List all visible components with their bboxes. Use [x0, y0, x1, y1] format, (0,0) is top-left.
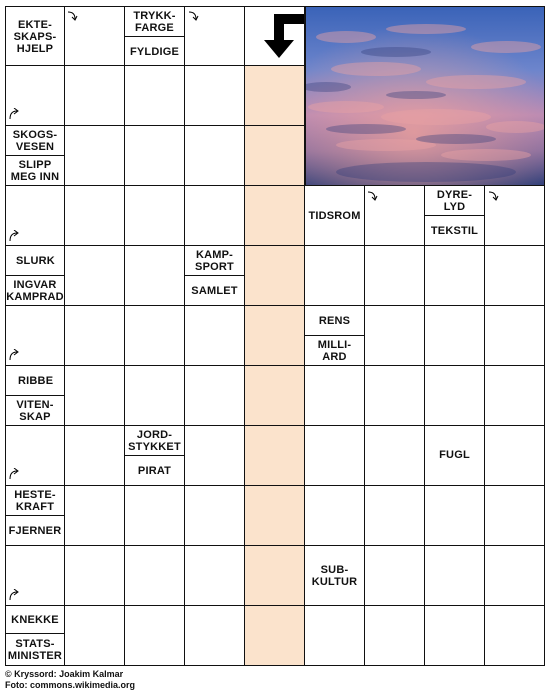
- curved-arrow-down-icon: [488, 190, 500, 202]
- curved-arrow-right-icon: [8, 349, 20, 361]
- clue-text: INGVAR KAMPRAD: [6, 279, 64, 303]
- clue-text: VITEN- SKAP: [16, 399, 54, 423]
- clue-cell: [5, 366, 65, 426]
- solution-cell[interactable]: [245, 306, 305, 366]
- clue-cell: [5, 126, 65, 186]
- answer-cell[interactable]: [185, 606, 245, 666]
- solution-cell[interactable]: [245, 366, 305, 426]
- answer-cell[interactable]: [305, 486, 365, 546]
- answer-cell[interactable]: [125, 606, 185, 666]
- curved-arrow-right-icon: [8, 468, 20, 480]
- answer-cell[interactable]: [185, 126, 245, 186]
- clue-text: TIDSROM: [308, 210, 361, 222]
- answer-cell[interactable]: [65, 306, 125, 366]
- curved-arrow-right-icon: [8, 589, 20, 601]
- clue-text: FUGL: [439, 449, 470, 461]
- clue-text: HESTE- KRAFT: [6, 486, 64, 516]
- answer-cell[interactable]: [365, 546, 425, 606]
- answer-cell[interactable]: [365, 366, 425, 426]
- photo-credit: Foto: commons.wikimedia.org: [5, 680, 136, 690]
- curved-arrow-right-icon: [8, 108, 20, 120]
- answer-cell[interactable]: [485, 366, 545, 426]
- clue-cell: [185, 246, 245, 306]
- solution-cell[interactable]: [245, 426, 305, 486]
- answer-cell[interactable]: [65, 186, 125, 246]
- answer-cell[interactable]: [65, 246, 125, 306]
- answer-cell[interactable]: [425, 306, 485, 366]
- clue-cell: [305, 186, 365, 246]
- answer-cell[interactable]: [65, 426, 125, 486]
- clue-text: MILLI- ARD: [317, 339, 352, 363]
- answer-cell[interactable]: [125, 186, 185, 246]
- clue-text: SLURK: [6, 246, 64, 276]
- answer-cell[interactable]: [425, 606, 485, 666]
- answer-cell[interactable]: [65, 486, 125, 546]
- clue-text: SAMLET: [191, 285, 238, 297]
- answer-cell[interactable]: [125, 546, 185, 606]
- answer-cell[interactable]: [185, 546, 245, 606]
- curved-arrow-down-icon: [67, 10, 79, 22]
- curved-arrow-down-icon: [367, 190, 379, 202]
- answer-cell[interactable]: [365, 246, 425, 306]
- answer-cell[interactable]: [365, 306, 425, 366]
- solution-cell[interactable]: [245, 246, 305, 306]
- answer-cell[interactable]: [125, 66, 185, 126]
- answer-cell[interactable]: [125, 486, 185, 546]
- answer-cell[interactable]: [185, 306, 245, 366]
- answer-cell[interactable]: [305, 606, 365, 666]
- answer-cell[interactable]: [425, 546, 485, 606]
- answer-cell[interactable]: [365, 486, 425, 546]
- clue-cell: [425, 426, 485, 486]
- solution-cell[interactable]: [245, 546, 305, 606]
- clue-text: PIRAT: [137, 465, 172, 477]
- curved-arrow-right-icon: [8, 230, 20, 242]
- clue-cell: [305, 306, 365, 366]
- solution-cell[interactable]: [245, 66, 305, 126]
- clue-text: JORD- STYKKET: [125, 426, 184, 456]
- clue-text: KNEKKE: [6, 606, 64, 634]
- solution-start-arrow-icon: [250, 10, 304, 60]
- answer-cell[interactable]: [305, 366, 365, 426]
- clue-text: RENS: [305, 306, 364, 336]
- credits: [5, 669, 135, 691]
- answer-cell[interactable]: [185, 486, 245, 546]
- answer-cell[interactable]: [65, 126, 125, 186]
- answer-cell[interactable]: [65, 546, 125, 606]
- clue-cell: [5, 606, 65, 666]
- answer-cell[interactable]: [365, 426, 425, 486]
- answer-cell[interactable]: [485, 426, 545, 486]
- sky-photo-image: [306, 7, 545, 186]
- answer-cell[interactable]: [185, 186, 245, 246]
- solution-cell[interactable]: [245, 186, 305, 246]
- answer-cell[interactable]: [125, 246, 185, 306]
- clue-cell: [125, 426, 185, 486]
- curved-arrow-down-icon: [188, 10, 200, 22]
- clue-text: TRYKK- FARGE: [125, 7, 184, 37]
- clue-text: SUB- KULTUR: [311, 564, 358, 588]
- answer-cell[interactable]: [425, 366, 485, 426]
- answer-cell[interactable]: [125, 126, 185, 186]
- clue-text: STATS- MINISTER: [7, 638, 63, 662]
- clue-text: SKOGS- VESEN: [6, 126, 64, 156]
- answer-cell[interactable]: [185, 426, 245, 486]
- answer-cell[interactable]: [305, 426, 365, 486]
- clue-cell: [125, 6, 185, 66]
- answer-cell[interactable]: [125, 306, 185, 366]
- clue-cell: [5, 6, 65, 66]
- clue-cell: [5, 486, 65, 546]
- answer-cell[interactable]: [485, 546, 545, 606]
- answer-cell[interactable]: [485, 306, 545, 366]
- answer-cell[interactable]: [65, 66, 125, 126]
- solution-cell[interactable]: [245, 126, 305, 186]
- clue-text: SLIPP MEG INN: [10, 159, 60, 183]
- answer-cell[interactable]: [485, 606, 545, 666]
- answer-cell[interactable]: [485, 486, 545, 546]
- clue-cell: [305, 546, 365, 606]
- sky-photo: [305, 6, 545, 186]
- clue-cell: [425, 186, 485, 246]
- answer-cell[interactable]: [305, 246, 365, 306]
- answer-cell[interactable]: [485, 246, 545, 306]
- clue-text: EKTE- SKAPS- HJELP: [13, 19, 57, 55]
- clue-text: DYRE- LYD: [425, 186, 484, 216]
- answer-cell[interactable]: [65, 606, 125, 666]
- answer-cell[interactable]: [425, 246, 485, 306]
- answer-cell[interactable]: [365, 606, 425, 666]
- answer-cell[interactable]: [185, 66, 245, 126]
- clue-text: RIBBE: [6, 366, 64, 396]
- clue-cell: [5, 246, 65, 306]
- clue-text: KAMP- SPORT: [185, 246, 244, 276]
- answer-cell[interactable]: [425, 486, 485, 546]
- clue-text: FYLDIGE: [129, 46, 180, 58]
- answer-cell[interactable]: [65, 366, 125, 426]
- clue-text: FJERNER: [8, 525, 62, 537]
- solution-cell[interactable]: [245, 486, 305, 546]
- crossword-credit: © Kryssord: Joakim Kalmar: [5, 669, 124, 679]
- answer-cell[interactable]: [125, 366, 185, 426]
- solution-cell[interactable]: [245, 606, 305, 666]
- clue-text: TEKSTIL: [430, 225, 479, 237]
- answer-cell[interactable]: [185, 366, 245, 426]
